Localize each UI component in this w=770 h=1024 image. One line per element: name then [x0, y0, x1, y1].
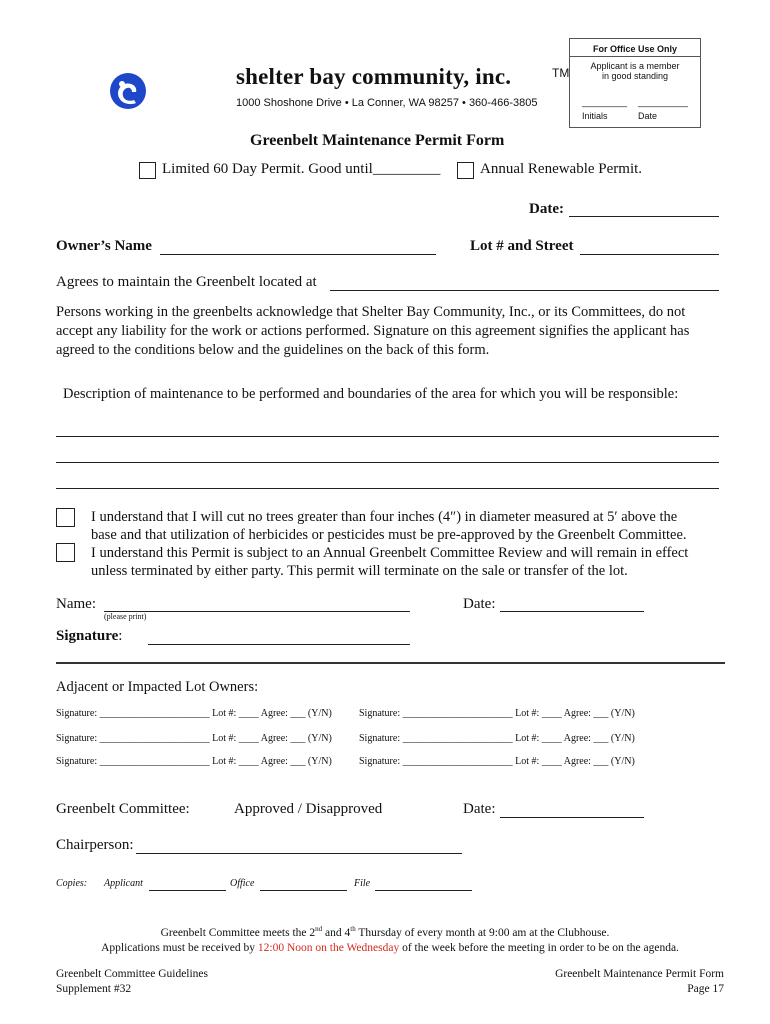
office-box-line1: Applicant is a member	[590, 61, 680, 71]
adjacent-signature-row-right-2[interactable]: Signature: ______________________ Lot #: ____ Agree: ___ (Y/N)	[359, 733, 635, 744]
owner-name-field[interactable]	[160, 254, 436, 255]
meeting-text-b: and 4	[322, 926, 351, 939]
deadline-text-b: of the week before the meeting in order to be on the agenda.	[399, 942, 679, 954]
office-box-initials-label: Initials	[582, 111, 608, 121]
annual-permit-label: Annual Renewable Permit.	[480, 161, 643, 177]
tree-cutting-ack-checkbox[interactable]	[56, 508, 75, 527]
deadline-text-a: Applications must be received by	[101, 942, 258, 954]
signature-label	[56, 628, 122, 645]
office-box-date-blank: __________	[638, 97, 689, 107]
liability-text-1: Persons working in the greenbelts acknowledge that Shelter Bay Community, Inc., or its Committees, do not	[56, 304, 686, 320]
date-label: Date:	[529, 201, 564, 217]
copy-office-label: Office	[230, 878, 255, 889]
adjacent-signature-row-left-1[interactable]: Signature: ______________________ Lot #: ____ Agree: ___ (Y/N)	[56, 708, 332, 719]
annual-review-ack-text-1: I understand this Permit is subject to an Annual Greenbelt Committee Review and will remain in effect	[91, 545, 689, 561]
application-deadline	[0, 942, 770, 954]
copy-applicant-label: Applicant	[104, 878, 143, 889]
lot-street-field[interactable]	[580, 254, 719, 255]
office-box-title: For Office Use Only	[592, 44, 678, 54]
meeting-sup-1: nd	[315, 925, 323, 933]
signature-colon: :	[118, 628, 123, 644]
signature-label-text: Signature	[56, 628, 119, 644]
deadline-highlight: 12:00 Noon on the Wednesday	[257, 942, 400, 954]
adjacent-signature-row-right-1[interactable]: Signature: ______________________ Lot #: ____ Agree: ___ (Y/N)	[359, 708, 635, 719]
footer-left-line2: Supplement #32	[56, 983, 132, 995]
form-title: Greenbelt Maintenance Permit Form	[250, 132, 505, 149]
adjacent-signature-row-left-3[interactable]: Signature: ______________________ Lot #: ____ Agree: ___ (Y/N)	[56, 756, 332, 767]
committee-label: Greenbelt Committee:	[56, 801, 190, 817]
copy-office-field[interactable]	[260, 890, 347, 891]
name-label: Name:	[56, 596, 96, 612]
name-hint: (please print)	[104, 612, 147, 621]
name-date-label: Date:	[463, 596, 496, 612]
office-box-line2: in good standing	[601, 71, 669, 81]
date-field[interactable]	[569, 216, 719, 217]
meeting-text-a: Greenbelt Committee meets the 2	[160, 926, 316, 939]
liability-text-3: agreed to the conditions below and the guidelines on the back of this form.	[56, 342, 490, 358]
name-field[interactable]	[104, 611, 410, 612]
lot-street-label: Lot # and Street	[470, 238, 574, 254]
annual-review-ack-checkbox[interactable]	[56, 543, 75, 562]
section-divider	[56, 662, 725, 664]
chairperson-field[interactable]	[136, 853, 462, 854]
org-name: shelter bay community, inc.	[236, 64, 512, 89]
adjacent-owners-heading: Adjacent or Impacted Lot Owners:	[56, 679, 259, 695]
description-line-1[interactable]	[56, 436, 719, 437]
description-line-2[interactable]	[56, 462, 719, 463]
chairperson-label: Chairperson:	[56, 837, 134, 853]
office-use-box	[569, 38, 701, 128]
name-date-field[interactable]	[500, 611, 644, 612]
trademark: TM	[552, 66, 570, 80]
committee-date-label: Date:	[463, 801, 496, 817]
footer-page-number: Page 17	[687, 983, 724, 995]
signature-field[interactable]	[148, 644, 410, 645]
footer-right-line1: Greenbelt Maintenance Permit Form	[555, 968, 724, 980]
approval-status[interactable]: Approved / Disapproved	[234, 801, 383, 817]
copy-applicant-field[interactable]	[149, 890, 226, 891]
footer-left-line1: Greenbelt Committee Guidelines	[56, 968, 209, 980]
meeting-schedule	[0, 925, 770, 939]
greenbelt-location-field[interactable]	[330, 290, 719, 291]
owner-name-label: Owner’s Name	[56, 238, 152, 254]
liability-text-2: accept any liability for the work or actions performed. Signature on this agreement signifies the applicant has	[56, 323, 690, 339]
limited-permit-checkbox[interactable]	[139, 162, 156, 179]
office-box-initials-blank: _________	[582, 97, 628, 107]
meeting-sup-2: th	[350, 925, 356, 933]
copy-file-field[interactable]	[375, 890, 472, 891]
description-prompt: Description of maintenance to be performed and boundaries of the area for which you will be responsible:	[63, 386, 679, 402]
tree-cutting-ack-text-1: I understand that I will cut no trees greater than four inches (4″) in diameter measured at 5′ above the	[91, 509, 678, 525]
adjacent-signature-row-right-3[interactable]: Signature: ______________________ Lot #: ____ Agree: ___ (Y/N)	[359, 756, 635, 767]
annual-permit-checkbox[interactable]	[457, 162, 474, 179]
office-box-date-label: Date	[638, 111, 658, 121]
community-logo	[108, 71, 148, 111]
limited-permit-label: Limited 60 Day Permit. Good until_________	[162, 161, 441, 177]
adjacent-signature-row-left-2[interactable]: Signature: ______________________ Lot #: ____ Agree: ___ (Y/N)	[56, 733, 332, 744]
agree-text: Agrees to maintain the Greenbelt located at	[56, 274, 317, 290]
annual-review-ack-text-2: unless terminated by either party. This permit will terminate on the sale or transfer of the lot.	[91, 563, 628, 579]
tree-cutting-ack-text-2: base and that utilization of herbicides or pesticides must be pre-approved by the Greenbelt Committee.	[91, 527, 687, 543]
copies-label: Copies:	[56, 878, 88, 889]
org-address: 1000 Shoshone Drive • La Conner, WA 98257 • 360-466-3805	[236, 97, 538, 109]
meeting-text-c: Thursday of every month at 9:00 am at the Clubhouse.	[355, 926, 610, 939]
description-line-3[interactable]	[56, 488, 719, 489]
copy-file-label: File	[354, 878, 371, 889]
committee-date-field[interactable]	[500, 817, 644, 818]
